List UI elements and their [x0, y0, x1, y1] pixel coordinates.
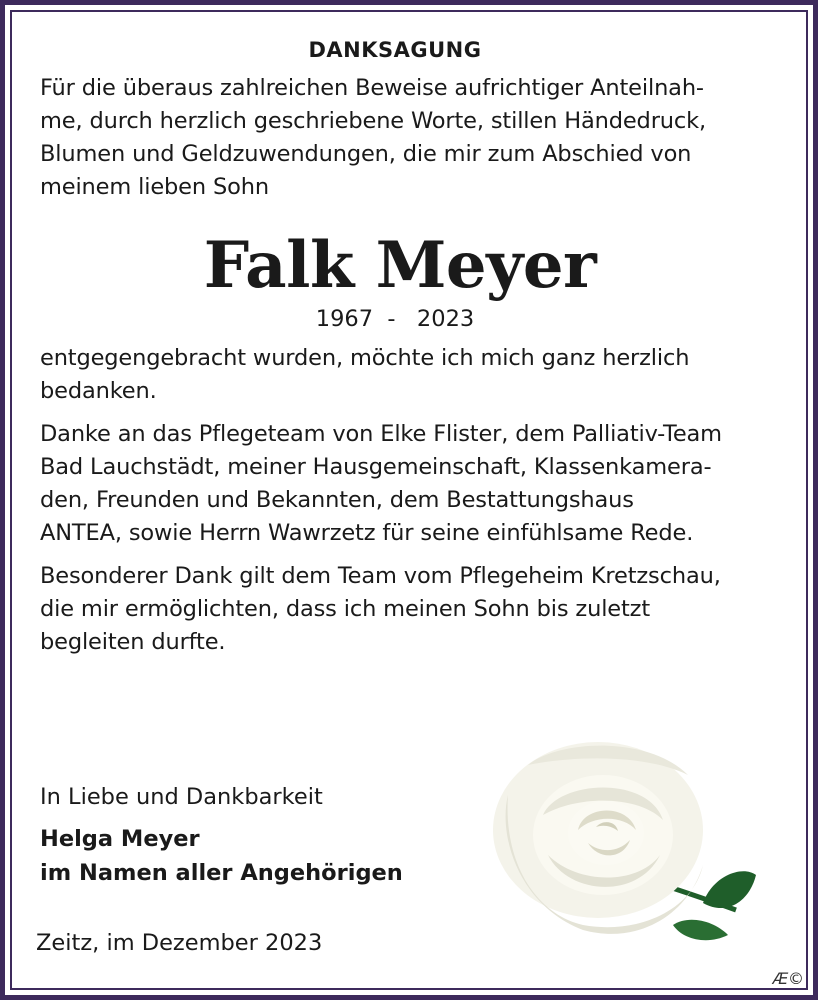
deceased-name: Falk Meyer: [203, 228, 597, 303]
life-dates: 1967 - 2023: [315, 306, 475, 332]
closing-block: [40, 780, 403, 890]
thanks-paragraph-1: entgegengebracht wurden, möchte ich mich ganz herzlich bedanken.: [40, 345, 690, 404]
notice-heading: DANKSAGUNG: [308, 38, 482, 62]
signer-note: im Namen aller Angehörigen: [40, 860, 403, 886]
notice-body: [40, 38, 780, 659]
closing-phrase: In Liebe und Dankbarkeit: [40, 784, 323, 810]
thanks-paragraph-2: Danke an das Pflegeteam von Elke Flister, dem Palliativ-Team Bad Lauchstädt, meiner Hausgemeinschaft, Klassenkamera- den, Freunden und Bekannten, dem Bestattungshaus ANTEA, sowie Herrn Wawrzetz für seine einfühlsame Rede.: [40, 421, 722, 546]
copyright-mark: Æ©: [772, 969, 804, 988]
intro-paragraph: Für die überaus zahlreichen Beweise aufrichtiger Anteilnah- me, durch herzlich geschriebene Worte, stillen Händedruck, Blumen und Geldzuwendungen, die mir zum Abschied von meinem lieben Sohn: [40, 75, 707, 200]
white-rose-icon: [488, 735, 758, 950]
place-date: Zeitz, im Dezember 2023: [36, 930, 323, 956]
thanks-paragraph-3: Besonderer Dank gilt dem Team vom Pflegeheim Kretzschau, die mir ermöglichten, dass ich meinen Sohn bis zuletzt begleiten durfte.: [40, 563, 721, 655]
signer-name: Helga Meyer: [40, 826, 200, 852]
